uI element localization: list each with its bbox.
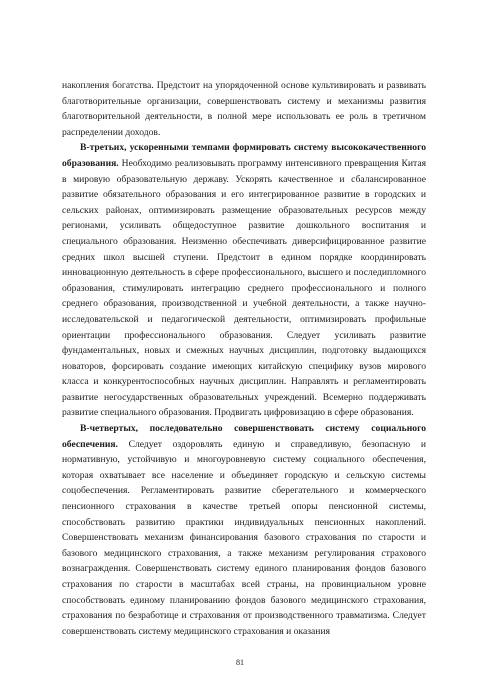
paragraph-text: Следует оздоровлять единую и справедливую, безопасную и нормативную, устойчивую и многоуровневую систему социального обеспечения, которая охватывает все население и объединяет городскую и сельскую системы соцобеспечения. Регламентировать развитие сберегательного и коммерческого пенсионного страхования в качестве третьей опоры пенсионной системы, способствовать развитию практики индивидуальных пенсионных накоплений. Совершенствовать механизм финансирования базового страхования по старости и базового медицинского страхования, а также механизм регулирования страхового вознаграждения. Совершенствовать систему единого планирования фондов базового страхования по старости в масштабах всей страны, на провинциальном уровне способствовать единому планированию фондов базового медицинского страхования, страхования по безработице и страхования от производственного травматизма. Следует совершенствовать систему медицинского страхования и оказания <box>62 438 426 637</box>
paragraph <box>62 421 426 639</box>
page-number: 81 <box>236 658 244 667</box>
body-text <box>62 78 426 639</box>
paragraph-text: накопления богатства. Предстоит на упорядоченной основе культивировать и развивать благотворительные организации, совершенствовать систему и механизмы развития благотворительной деятельности, в полной мере использовать ее роль в третичном распределении доходов. <box>62 80 426 138</box>
paragraph-lead: В-четвертых, последовательно совершенствовать систему социального обеспечения. <box>62 423 426 450</box>
paragraph-lead: В-третьих, ускоренными темпами формировать систему высококачественного образования. <box>62 142 426 169</box>
paragraph-text: Необходимо реализовывать программу интенсивного превращения Китая в мировую образовательную державу. Ускорять качественное и сбалансированное развитие обязательного образования и его интегрированное развитие в городских и сельских районах, оптимизировать размещение образовательных ресурсов между регионами, усиливать общедоступное развитие дошкольного воспитания и специального образования. Неизменно обеспечивать диверсифицированное развитие средних школ высшей ступени. Предстоит в едином порядке координировать инновационную деятельность в сфере профессионального, высшего и последипломного образования, стимулировать интеграцию среднего профессионального и полного среднего образования, производственной и учебной деятельности, а также научно-исследовательской и педагогической деятельности, оптимизировать профильные ориентации профессионального образования. Следует усиливать развитие фундаментальных, новых и смежных научных дисциплин, подготовку выдающихся новаторов, форсировать создание имеющих китайскую специфику вузов мирового класса и конкурентоспособных научных дисциплин. Направлять и регламентировать развитие негосударственных образовательных учреждений. Всемерно поддерживать развитие специального образования. Продвигать цифровизацию в сфере образования. <box>62 157 426 419</box>
paragraph <box>62 140 426 421</box>
paragraph <box>62 78 426 140</box>
